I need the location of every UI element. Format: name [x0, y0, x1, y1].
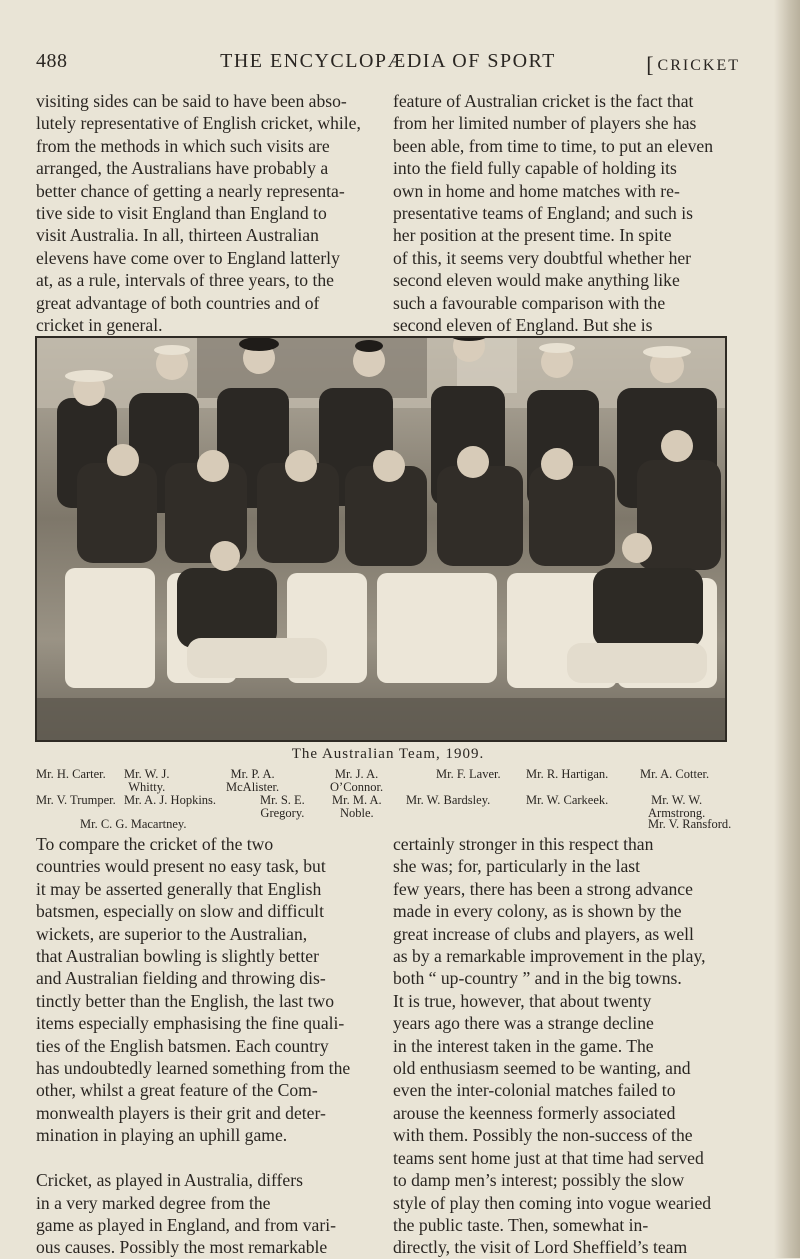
running-title: THE ENCYCLOPÆDIA OF SPORT: [220, 50, 556, 72]
text-column-bottom-left: To compare the cricket of the two countries would present no easy task, but it may be asserted generally that English batsmen, especially on slow and difficult wickets, are superior to the Australian, that Australian bowling is slightly better and Australian fielding and throwing dis- tinctly better than the English, the last two items especially emphasising the fine quali- ties of the English batsmen. Each country has undoubtedly learned something from the other, whilst a great feature of the Com- monwealth players is their grit and deter- mination in playing an uphill game. Cricket, as played in Australia, differs in a very marked degree from the game as played in England, and from vari- ous causes. Possibly the most remarkable: [36, 834, 351, 1258]
photo-caption-title: The Australian Team, 1909.: [291, 746, 485, 762]
caption-name: Mr. C. G. Macartney.: [80, 817, 187, 831]
caption-name: Mr. J. A. O’Connor.: [330, 767, 384, 794]
caption-name: Mr. F. Laver.: [436, 767, 501, 781]
caption-name: Mr. V. Ransford.: [648, 817, 732, 831]
caption-name: Mr. S. E. Gregory.: [260, 793, 305, 820]
caption-name: Mr. P. A. McAlister.: [226, 767, 280, 794]
caption-name: Mr. W. Bardsley.: [406, 793, 491, 807]
caption-name: Mr. M. A. Noble.: [332, 793, 382, 820]
caption-name: Mr. R. Hartigan.: [526, 767, 609, 781]
caption-name: Mr. H. Carter.: [36, 767, 106, 781]
caption-name: Mr. A. J. Hopkins.: [124, 793, 217, 807]
section-label: [ CRICKET: [646, 52, 740, 77]
text-column-bottom-right: certainly stronger in this respect than she was; for, particularly in the last few years, there has been a strong advance made in every colony, as is shown by the great increase of clubs and players, as well as by a remarkable improvement in the play, both “ up-country ” and in the big towns. It is true, however, that about twenty years ago there was a strange decline in the interest taken in the game. The old enthusiasm seemed to be wanting, and even the inter-colonial matches failed to arouse the keenness formerly associated with them. Possibly the non-success of the teams sent home just at that time had served to damp men’s interest; possibly the slow style of play then coming into vogue wearied the public taste. Then, somewhat in- directly, the visit of Lord Sheffield’s team: [393, 834, 712, 1258]
page-number: 488: [36, 50, 68, 72]
caption-name: Mr. W. W. Armstrong.: [648, 793, 706, 820]
page-edge: [774, 0, 800, 1258]
team-photo-image: [37, 338, 725, 740]
caption-name: Mr. W. J. Whitty.: [124, 767, 170, 794]
team-photograph: [35, 336, 727, 742]
page-header: [36, 48, 740, 78]
caption-name: Mr. W. Carkeek.: [526, 793, 609, 807]
text-column-top-left: visiting sides can be said to have been abso- lutely representative of English cricket, while, from the methods in which such visits are arranged, the Australians have probably a better chance of getting a nearly representa- tive side to visit England than England to visit Australia. In all, thirteen Australian elevens have come over to England latterly at, as a rule, intervals of three years, to the great advantage of both countries and of cricket in general.: [36, 91, 361, 336]
text-column-top-right: feature of Australian cricket is the fact that from her limited number of players she has been able, from time to time, to put an eleven into the field fully capable of holding its own in home and home matches with re- presentative teams of England; and such is her position at the present time. In spite of this, it seems very doubtful whether her second eleven would make anything like such a favourable comparison with the second eleven of England. But she is: [393, 91, 714, 336]
caption-name: Mr. A. Cotter.: [640, 767, 710, 781]
caption-name: Mr. V. Trumper.: [36, 793, 116, 807]
